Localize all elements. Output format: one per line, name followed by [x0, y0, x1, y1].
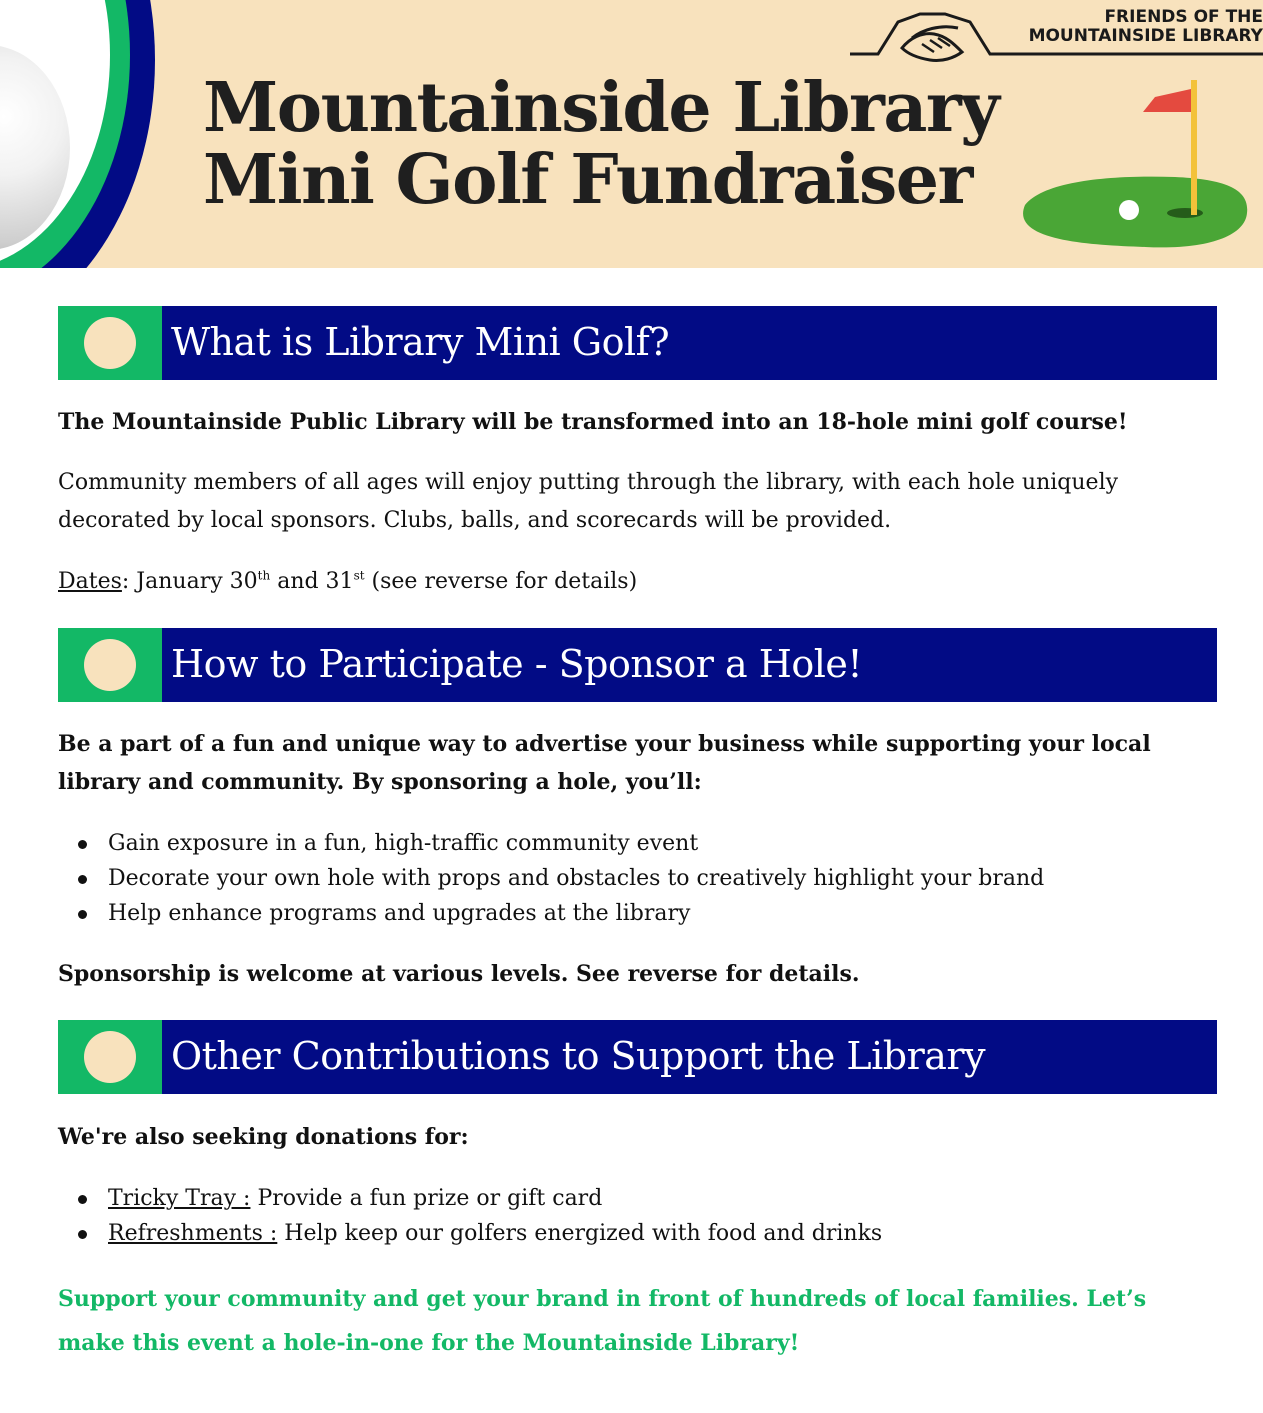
list-item-tricky-tray	[58, 1181, 882, 1216]
header-banner	[0, 0, 1263, 268]
section-1-body: Community members of all ages will enjoy putting through the library, with each hole uniquely decorated by local sponsors. Clubs, balls, and scorecards will be provided.	[58, 470, 1119, 533]
section-bar-participate	[58, 628, 1217, 702]
dates-text-2: and 31	[270, 569, 354, 594]
putting-green-flag-icon	[1005, 75, 1255, 255]
section-bar-contributions	[58, 1020, 1217, 1094]
list-item: Gain exposure in a fun, high-traffic community event	[58, 826, 1044, 861]
list-item: Help enhance programs and upgrades at the library	[58, 896, 1044, 931]
dates-line	[58, 563, 1223, 601]
friends-of-library-logo	[850, 8, 1263, 68]
item-text: Help keep our golfers energized with food and drinks	[277, 1221, 883, 1246]
section-1-lead: The Mountainside Public Library will be transformed into an 18-hole mini golf course!	[58, 409, 1128, 435]
section-dot-icon	[84, 317, 136, 369]
dates-text-3: (see reverse for details)	[364, 569, 638, 594]
donations-list	[58, 1181, 882, 1251]
item-label: Refreshments :	[108, 1221, 278, 1246]
item-label: Tricky Tray :	[108, 1186, 251, 1211]
list-item-refreshments	[58, 1216, 882, 1251]
logo-line-1: FRIENDS OF THE	[1104, 7, 1263, 27]
logo-line-2: MOUNTAINSIDE LIBRARY	[1028, 26, 1263, 46]
dates-text-1: : January 30	[121, 569, 258, 594]
list-item: Decorate your own hole with props and obstacles to creatively highlight your brand	[58, 861, 1044, 896]
section-dot-icon	[84, 639, 136, 691]
section-title-what-is: What is Library Mini Golf?	[171, 320, 670, 364]
section-dot-icon	[84, 1031, 136, 1083]
title-line-1: Mountainside Library	[203, 68, 999, 148]
benefits-list	[58, 826, 1044, 931]
closing-message: Support your community and get your brand in front of hundreds of local families. Let’s make this event a hole-in-one for the Mountainside Library!	[58, 1286, 1147, 1356]
dates-sup-1: th	[257, 568, 271, 583]
page-title	[203, 68, 999, 220]
section-2-lead: Be a part of a fun and unique way to advertise your business while supporting your local library and community. By sponsoring a hole, you’ll:	[58, 731, 1151, 795]
section-3-lead: We're also seeking donations for:	[58, 1124, 469, 1150]
section-title-participate: How to Participate - Sponsor a Hole!	[171, 642, 863, 686]
dates-label: Dates	[58, 569, 122, 594]
sponsorship-note: Sponsorship is welcome at various levels. See reverse for details.	[58, 961, 860, 987]
title-line-2: Mini Golf Fundraiser	[203, 140, 972, 220]
section-title-contributions: Other Contributions to Support the Library	[171, 1034, 986, 1078]
dates-sup-2: st	[353, 568, 365, 583]
item-text: Provide a fun prize or gift card	[250, 1186, 603, 1211]
logo-text	[1029, 8, 1263, 46]
section-bar-what-is	[58, 306, 1217, 380]
